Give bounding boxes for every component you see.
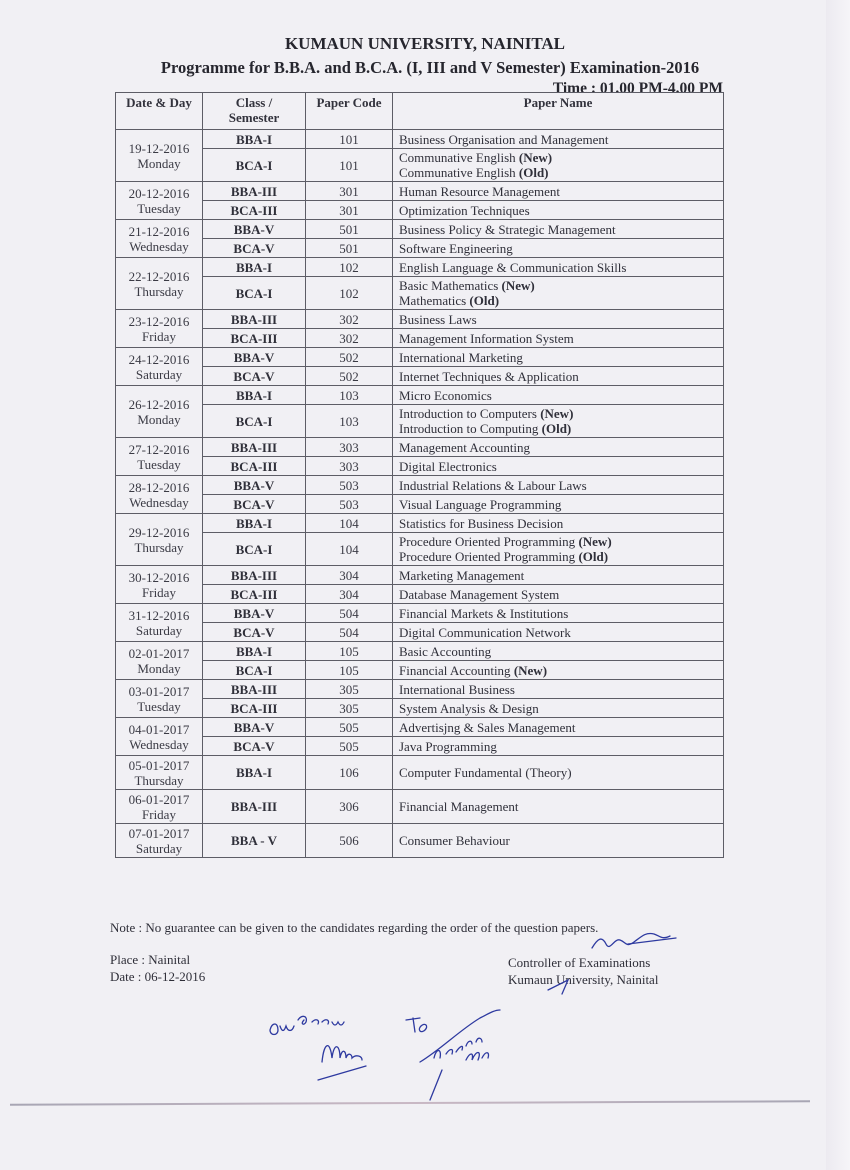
paper-name-cell [393, 623, 724, 642]
exam-day: Thursday [134, 772, 184, 788]
paper-name-cell [393, 130, 724, 149]
paper-code-cell: 103 [306, 405, 393, 438]
class-semester-cell: BCA-III [203, 699, 306, 718]
exam-day: Tuesday [137, 456, 181, 472]
paper-name: Java Programming [399, 738, 497, 754]
paper-name-line [399, 260, 717, 275]
exam-date: 26-12-2016 [128, 396, 190, 412]
exam-day: Wednesday [129, 494, 189, 510]
paper-name-cell [393, 310, 724, 329]
paper-name-line [399, 331, 717, 346]
table-row [116, 438, 724, 457]
paper-name: Optimization Techniques [399, 202, 530, 218]
class-semester-cell: BCA-III [203, 329, 306, 348]
paper-name-cell [393, 680, 724, 699]
paper-code-cell: 302 [306, 329, 393, 348]
date-day-cell [116, 386, 203, 438]
class-semester-cell: BBA-V [203, 476, 306, 495]
class-semester-cell: BBA-I [203, 130, 306, 149]
university-title: KUMAUN UNIVERSITY, NAINITAL [284, 34, 566, 53]
paper-code-cell: 306 [306, 790, 393, 824]
footer-place: Place : Nainital [110, 952, 191, 967]
paper-name-cell [393, 220, 724, 239]
paper-name-cell [393, 329, 724, 348]
paper-name-line [399, 701, 717, 716]
table-row [116, 642, 724, 661]
paper-name: International Business [399, 681, 515, 697]
table-row [116, 476, 724, 495]
paper-code-cell: 104 [306, 514, 393, 533]
table-row [116, 566, 724, 585]
paper-name-cell [393, 737, 724, 756]
signature-mark [592, 933, 670, 948]
paper-code-cell: 503 [306, 495, 393, 514]
paper-code-cell: 502 [306, 348, 393, 367]
paper-name-cell [393, 149, 724, 182]
paper-name-cell [393, 514, 724, 533]
table-row [116, 405, 724, 438]
paper-name-line [399, 278, 717, 293]
paper-name: Advertisjng & Sales Management [399, 719, 576, 735]
date-day-cell [116, 220, 203, 258]
table-row [116, 367, 724, 386]
paper-name-line [399, 222, 717, 237]
paper-code-cell: 301 [306, 182, 393, 201]
paper-name: Mathematics [399, 293, 470, 308]
table-row [116, 824, 724, 858]
paper-code-cell: 301 [306, 201, 393, 220]
paper-code-cell: 502 [306, 367, 393, 386]
paper-code-cell: 501 [306, 220, 393, 239]
paper-code-cell: 102 [306, 277, 393, 310]
paper-name-line [399, 568, 717, 583]
class-semester-cell: BCA-V [203, 239, 306, 258]
table-row [116, 533, 724, 566]
table-row [116, 495, 724, 514]
date-day-cell [116, 348, 203, 386]
class-semester-cell: BCA-I [203, 661, 306, 680]
paper-name-cell [393, 386, 724, 405]
table-row [116, 201, 724, 220]
paper-code-cell: 303 [306, 438, 393, 457]
class-semester-cell: BBA-V [203, 220, 306, 239]
paper-name-line [399, 478, 717, 493]
date-day-cell [116, 642, 203, 680]
paper-name: Digital Communication Network [399, 624, 571, 640]
bottom-rule [10, 1100, 810, 1105]
class-semester-cell: BBA-III [203, 438, 306, 457]
paper-name: Communative English [399, 165, 519, 180]
date-day-cell [116, 756, 203, 790]
table-row [116, 220, 724, 239]
class-semester-cell: BCA-I [203, 277, 306, 310]
table-row [116, 661, 724, 680]
syllabus-tag: (Old) [541, 421, 572, 436]
paper-name-line [399, 497, 717, 512]
paper-code-cell: 101 [306, 149, 393, 182]
paper-name: Business Policy & Strategic Management [399, 221, 616, 237]
table-row [116, 348, 724, 367]
class-semester-cell: BCA-I [203, 149, 306, 182]
class-semester-cell: BCA-I [203, 405, 306, 438]
paper-code-cell: 102 [306, 258, 393, 277]
paper-name-cell [393, 182, 724, 201]
paper-name-line [399, 516, 717, 531]
paper-code-cell: 105 [306, 642, 393, 661]
exam-day: Thursday [134, 539, 184, 555]
class-semester-cell: BBA-I [203, 514, 306, 533]
paper-name-line [399, 765, 717, 780]
paper-name-line [399, 350, 717, 365]
paper-name: Introduction to Computing [399, 421, 542, 436]
paper-name-cell [393, 718, 724, 737]
class-semester-cell: BBA-I [203, 386, 306, 405]
paper-name-line [399, 165, 717, 180]
paper-code-cell: 501 [306, 239, 393, 258]
exam-date: 29-12-2016 [128, 524, 190, 540]
paper-name-line [399, 312, 717, 327]
exam-date: 04-01-2017 [128, 721, 190, 737]
date-day-cell [116, 476, 203, 514]
paper-name: Visual Language Programming [399, 496, 562, 512]
exam-date: 03-01-2017 [128, 683, 190, 699]
paper-name-cell [393, 277, 724, 310]
paper-code-cell: 305 [306, 680, 393, 699]
paper-name-line [399, 720, 717, 735]
paper-name-cell [393, 642, 724, 661]
exam-date: 20-12-2016 [128, 185, 190, 201]
paper-name-line [399, 150, 717, 165]
syllabus-tag: (New) [540, 406, 574, 421]
paper-name-line [399, 799, 717, 814]
table-row [116, 310, 724, 329]
paper-name-cell [393, 585, 724, 604]
exam-day: Monday [137, 660, 181, 676]
paper-name-cell [393, 258, 724, 277]
exam-date: 24-12-2016 [128, 351, 190, 367]
date-day-cell [116, 718, 203, 756]
class-semester-cell: BCA-III [203, 201, 306, 220]
paper-name-line [399, 241, 717, 256]
paper-name-cell [393, 661, 724, 680]
table-row [116, 182, 724, 201]
class-semester-cell: BBA-V [203, 604, 306, 623]
paper-name-line [399, 682, 717, 697]
exam-day: Saturday [135, 366, 183, 382]
exam-date: 27-12-2016 [128, 441, 190, 457]
syllabus-tag: (New) [578, 534, 612, 549]
paper-name-line [399, 459, 717, 474]
footer-note: Note : No guarantee can be given to the candidates regarding the order of the question papers. [110, 920, 599, 935]
column-header-class: Class / Semester [203, 93, 306, 130]
paper-code-cell: 104 [306, 533, 393, 566]
paper-name: Software Engineering [399, 240, 513, 256]
date-day-cell [116, 438, 203, 476]
paper-name: Business Laws [399, 311, 477, 327]
exam-date: 22-12-2016 [128, 268, 190, 284]
paper-name: Consumer Behaviour [399, 833, 510, 848]
paper-code-cell: 504 [306, 604, 393, 623]
paper-code-cell: 103 [306, 386, 393, 405]
exam-day: Tuesday [137, 698, 181, 714]
date-day-cell [116, 566, 203, 604]
date-day-cell [116, 258, 203, 310]
paper-name-line [399, 203, 717, 218]
table-row [116, 457, 724, 476]
class-semester-cell: BBA-I [203, 642, 306, 661]
class-semester-cell: BBA-V [203, 718, 306, 737]
paper-name: Procedure Oriented Programming [399, 549, 579, 564]
paper-name-cell [393, 756, 724, 790]
table-row [116, 623, 724, 642]
class-semester-cell: BBA-I [203, 756, 306, 790]
table-row [116, 718, 724, 737]
exam-day: Tuesday [137, 200, 181, 216]
table-row [116, 790, 724, 824]
exam-date: 21-12-2016 [128, 223, 190, 239]
paper-name: Micro Economics [399, 387, 492, 403]
class-semester-cell: BBA-III [203, 680, 306, 699]
paper-name: Database Management System [399, 586, 560, 602]
class-semester-cell: BCA-V [203, 737, 306, 756]
exam-day: Saturday [135, 840, 183, 856]
paper-name: Marketing Management [399, 567, 525, 583]
class-semester-cell: BBA-III [203, 566, 306, 585]
paper-code-cell: 505 [306, 737, 393, 756]
paper-name: Communative English [399, 150, 519, 165]
paper-name-line [399, 184, 717, 199]
paper-name: Computer Fundamental (Theory) [399, 765, 572, 780]
paper-name-cell [393, 495, 724, 514]
table-row [116, 277, 724, 310]
paper-name-cell [393, 438, 724, 457]
paper-name-line [399, 739, 717, 754]
paper-name: Industrial Relations & Labour Laws [399, 477, 587, 493]
paper-name-line [399, 406, 717, 421]
paper-name-cell [393, 604, 724, 623]
paper-name-line [399, 369, 717, 384]
paper-name-line [399, 549, 717, 564]
paper-name-line [399, 625, 717, 640]
paper-name-line [399, 534, 717, 549]
class-semester-cell: BBA-III [203, 310, 306, 329]
paper-name-cell [393, 476, 724, 495]
paper-name-line [399, 833, 717, 848]
date-day-cell [116, 824, 203, 858]
class-semester-cell: BBA-III [203, 790, 306, 824]
paper-name: Management Information System [399, 330, 574, 346]
date-day-cell [116, 790, 203, 824]
table-row [116, 680, 724, 699]
paper-code-cell: 503 [306, 476, 393, 495]
syllabus-tag: (New) [501, 278, 535, 293]
paper-name: Human Resource Management [399, 183, 561, 199]
table-row [116, 699, 724, 718]
paper-name-line [399, 587, 717, 602]
paper-name-line [399, 388, 717, 403]
paper-name-cell [393, 348, 724, 367]
paper-code-cell: 106 [306, 756, 393, 790]
exam-schedule-table [115, 92, 724, 858]
paper-name: English Language & Communication Skills [399, 259, 627, 275]
syllabus-tag: (New) [513, 662, 548, 678]
paper-name-cell [393, 533, 724, 566]
column-header-date: Date & Day [116, 93, 203, 130]
programme-title: Programme for B.B.A. and B.C.A. (I, III and V Semester) Examination-2016 [160, 58, 700, 77]
exam-date: 28-12-2016 [128, 479, 190, 495]
signatory-org: Kumaun University, Nainital [508, 972, 659, 987]
paper-code-cell: 105 [306, 661, 393, 680]
paper-name-line [399, 606, 717, 621]
footer-date: Date : 06-12-2016 [110, 969, 206, 984]
paper-name-cell [393, 699, 724, 718]
paper-name: Digital Electronics [399, 458, 497, 474]
paper-name: Basic Accounting [399, 643, 492, 659]
paper-name: Basic Mathematics [399, 278, 502, 293]
paper-code-cell: 304 [306, 585, 393, 604]
exam-date: 05-01-2017 [128, 757, 190, 773]
class-semester-cell: BCA-V [203, 623, 306, 642]
paper-name-line [399, 644, 717, 659]
exam-date: 30-12-2016 [128, 569, 190, 585]
paper-name-cell [393, 457, 724, 476]
paper-name: Financial Markets & Institutions [399, 605, 569, 621]
exam-date: 31-12-2016 [128, 607, 190, 623]
date-day-cell [116, 514, 203, 566]
date-day-cell [116, 310, 203, 348]
paper-name-cell [393, 824, 724, 858]
table-row [116, 585, 724, 604]
class-semester-cell: BBA-I [203, 258, 306, 277]
table-row [116, 756, 724, 790]
paper-name-cell [393, 405, 724, 438]
syllabus-tag: (Old) [469, 293, 500, 308]
class-semester-cell: BCA-I [203, 533, 306, 566]
paper-name-line [399, 663, 717, 678]
signatory-title: Controller of Examinations [508, 955, 651, 970]
paper-code-cell: 101 [306, 130, 393, 149]
table-row [116, 149, 724, 182]
paper-name: Financial Management [399, 799, 519, 814]
column-header-code: Paper Code [306, 93, 393, 130]
paper-name: Statistics for Business Decision [399, 515, 564, 531]
class-semester-cell: BCA-V [203, 495, 306, 514]
exam-day: Thursday [134, 283, 184, 299]
exam-day: Wednesday [129, 736, 189, 752]
exam-time: Time : 01.00 PM-4.00 PM [552, 80, 723, 97]
paper-code-cell: 305 [306, 699, 393, 718]
table-row [116, 737, 724, 756]
paper-code-cell: 506 [306, 824, 393, 858]
paper-name: Business Organisation and Management [399, 131, 609, 147]
paper-name: System Analysis & Design [399, 700, 539, 716]
paper-name: Procedure Oriented Programming [399, 534, 579, 549]
paper-code-cell: 303 [306, 457, 393, 476]
table-row [116, 239, 724, 258]
paper-name: Financial Accounting [399, 662, 514, 678]
syllabus-tag: (New) [518, 150, 553, 165]
syllabus-tag: (Old) [518, 165, 549, 180]
table-header-row [116, 93, 724, 130]
exam-date: 23-12-2016 [128, 313, 190, 329]
date-day-cell [116, 604, 203, 642]
table-row [116, 329, 724, 348]
class-semester-cell: BBA - V [203, 824, 306, 858]
table-row [116, 386, 724, 405]
date-day-cell [116, 130, 203, 182]
exam-date: 06-01-2017 [128, 791, 190, 807]
paper-name: International Marketing [399, 349, 523, 365]
paper-name-cell [393, 790, 724, 824]
exam-day: Friday [142, 806, 176, 822]
exam-day: Friday [142, 584, 176, 600]
page-edge [826, 0, 850, 1170]
table-row [116, 130, 724, 149]
paper-code-cell: 304 [306, 566, 393, 585]
paper-name-line [399, 293, 717, 308]
class-semester-cell: BBA-V [203, 348, 306, 367]
schedule-body [116, 130, 724, 858]
exam-day: Saturday [135, 622, 183, 638]
table-row [116, 258, 724, 277]
column-header-paper: Paper Name [393, 93, 724, 130]
paper-code-cell: 505 [306, 718, 393, 737]
paper-name: Internet Techniques & Application [399, 368, 579, 384]
table-row [116, 514, 724, 533]
exam-day: Friday [142, 328, 176, 344]
date-day-cell [116, 182, 203, 220]
class-semester-cell: BBA-III [203, 182, 306, 201]
paper-name-cell [393, 367, 724, 386]
table-row [116, 604, 724, 623]
class-semester-cell: BCA-III [203, 585, 306, 604]
paper-name-line [399, 440, 717, 455]
paper-name-line [399, 132, 717, 147]
exam-day: Monday [137, 155, 181, 171]
paper-name-cell [393, 201, 724, 220]
exam-day: Monday [137, 411, 181, 427]
exam-date: 02-01-2017 [128, 645, 190, 661]
exam-date: 07-01-2017 [128, 825, 190, 841]
class-semester-cell: BCA-III [203, 457, 306, 476]
paper-name-cell [393, 239, 724, 258]
exam-day: Wednesday [129, 238, 189, 254]
class-semester-cell: BCA-V [203, 367, 306, 386]
paper-code-cell: 504 [306, 623, 393, 642]
paper-name-cell [393, 566, 724, 585]
paper-name: Management Accounting [399, 439, 531, 455]
date-day-cell [116, 680, 203, 718]
syllabus-tag: (Old) [578, 549, 609, 564]
paper-name-line [399, 421, 717, 436]
paper-code-cell: 302 [306, 310, 393, 329]
paper-name: Introduction to Computers [399, 406, 541, 421]
exam-date: 19-12-2016 [128, 140, 190, 156]
